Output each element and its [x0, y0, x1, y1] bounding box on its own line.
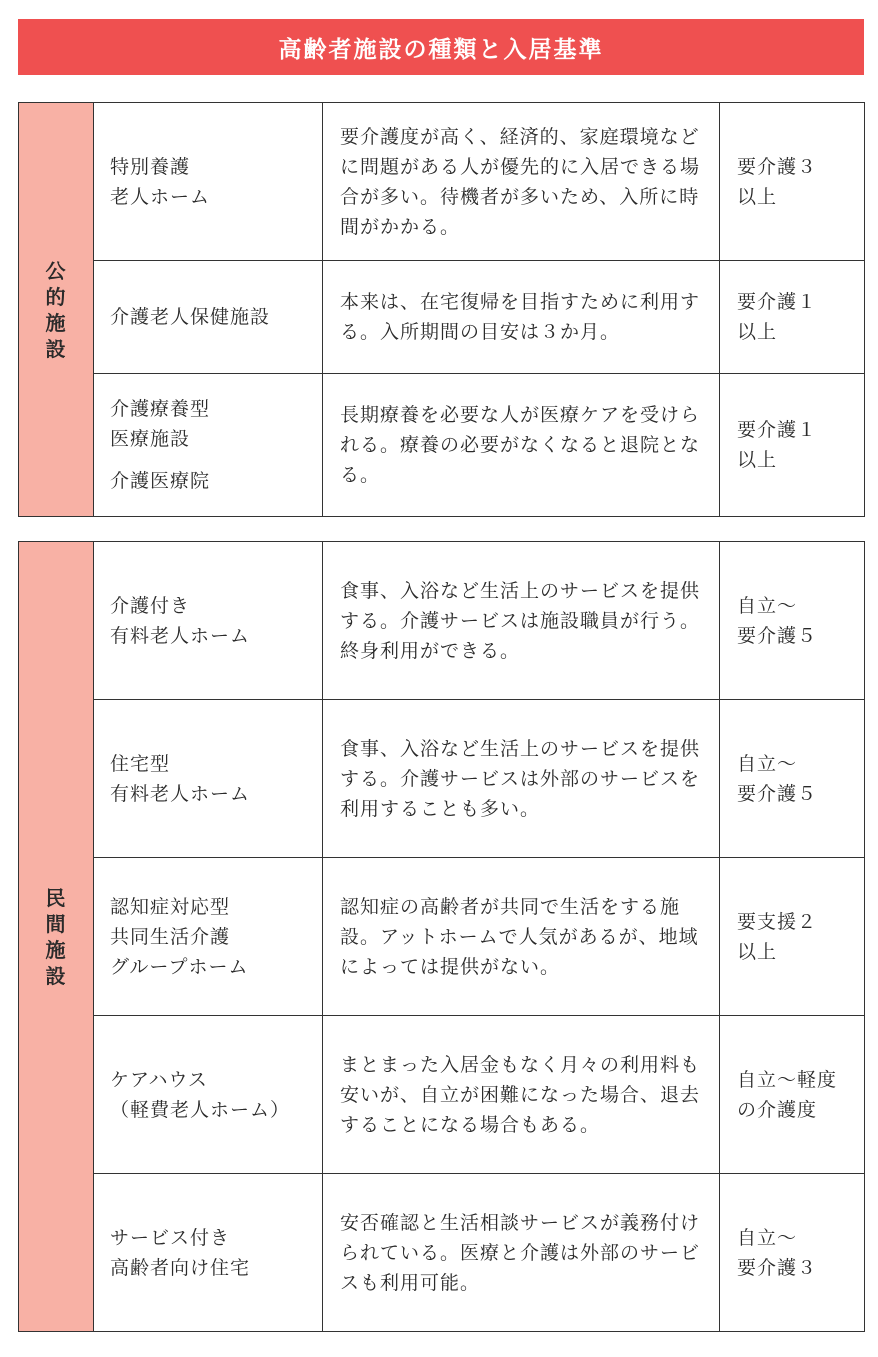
facility-name: 介護付き 有料老人ホーム [94, 542, 323, 700]
facility-name: 特別養護 老人ホーム [94, 103, 323, 261]
facility-name: 介護療養型 医療施設 [110, 398, 211, 450]
facility-name: ケアハウス （軽費老人ホーム） [94, 1016, 323, 1174]
admission-criteria: 自立〜 要介護３ [720, 1174, 865, 1332]
category-cell [19, 103, 94, 517]
public-facilities-table [18, 102, 865, 517]
facility-description: まとまった入居金もなく月々の利用料も安いが、自立が困難になった場合、退去することになる場合もある。 [323, 1016, 720, 1174]
facility-description: 認知症の高齢者が共同で生活をする施設。アットホームで人気があるが、地域によっては提供がない。 [323, 858, 720, 1016]
facility-name: 住宅型 有料老人ホーム [94, 700, 323, 858]
facility-description: 長期療養を必要な人が医療ケアを受けられる。療養の必要がなくなると退院となる。 [323, 374, 720, 517]
admission-criteria: 自立〜 要介護５ [720, 700, 865, 858]
facility-description: 安否確認と生活相談サービスが義務付けられている。医療と介護は外部のサービスも利用可能。 [323, 1174, 720, 1332]
page-title: 高齢者施設の種類と入居基準 [18, 19, 864, 75]
facility-name: サービス付き 高齢者向け住宅 [94, 1174, 323, 1332]
facility-name-alt: 介護医療院 [110, 470, 211, 492]
table-row [19, 700, 865, 858]
facility-description: 要介護度が高く、経済的、家庭環境などに問題がある人が優先的に入居できる場合が多い。待機者が多いため、入所に時間がかかる。 [323, 103, 720, 261]
facility-description: 本来は、在宅復帰を目指すために利用する。入所期間の目安は３か月。 [323, 261, 720, 374]
private-facilities-table [18, 541, 865, 1332]
category-label: 民間施設 [45, 885, 67, 988]
facility-name: 認知症対応型 共同生活介護 グループホーム [94, 858, 323, 1016]
table-row [19, 542, 865, 700]
admission-criteria: 自立〜軽度 の介護度 [720, 1016, 865, 1174]
category-label: 公的施設 [45, 258, 67, 361]
facility-name-cell [94, 374, 323, 517]
table-row [19, 103, 865, 261]
facility-description: 食事、入浴など生活上のサービスを提供する。介護サービスは外部のサービスを利用することも多い。 [323, 700, 720, 858]
table-row [19, 1174, 865, 1332]
admission-criteria: 要介護１ 以上 [720, 261, 865, 374]
category-cell [19, 542, 94, 1332]
table-row [19, 1016, 865, 1174]
admission-criteria: 要介護３ 以上 [720, 103, 865, 261]
admission-criteria: 要介護１ 以上 [720, 374, 865, 517]
admission-criteria: 自立〜 要介護５ [720, 542, 865, 700]
table-row [19, 858, 865, 1016]
facility-description: 食事、入浴など生活上のサービスを提供する。介護サービスは施設職員が行う。終身利用ができる。 [323, 542, 720, 700]
table-row [19, 261, 865, 374]
table-row [19, 374, 865, 517]
admission-criteria: 要支援２ 以上 [720, 858, 865, 1016]
facility-name: 介護老人保健施設 [94, 261, 323, 374]
